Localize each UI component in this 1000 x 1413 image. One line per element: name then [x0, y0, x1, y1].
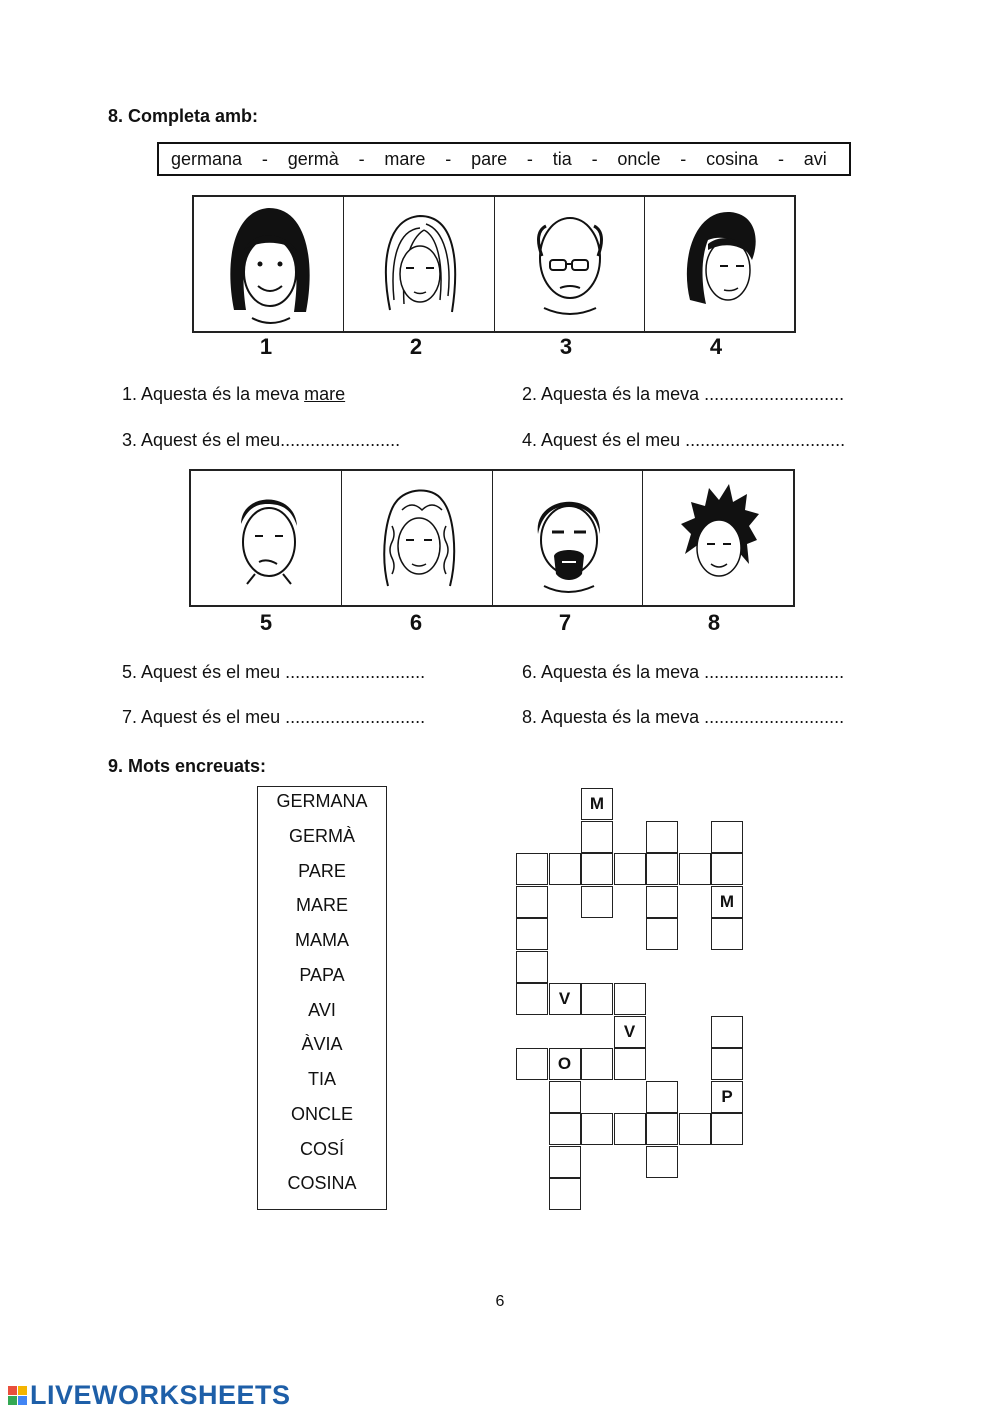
- crossword-cell[interactable]: [549, 1146, 581, 1178]
- word-bank-item: oncle: [617, 148, 661, 169]
- crossword-cell[interactable]: [581, 1113, 613, 1145]
- sentence-2[interactable]: 2. Aquesta és la meva ............................: [522, 384, 845, 404]
- sentence-7[interactable]: 7. Aquest és el meu ............................: [122, 707, 426, 727]
- woman-spiky-hair-face: [643, 471, 793, 605]
- old-man-glasses-face: [495, 197, 645, 331]
- crossword-cell[interactable]: [549, 1113, 581, 1145]
- crossword-cell[interactable]: [646, 918, 678, 950]
- word-bank-separator: -: [526, 148, 533, 169]
- sentence-3[interactable]: 3. Aquest és el meu........................: [122, 430, 401, 450]
- crossword-cell[interactable]: [516, 951, 548, 983]
- picture-number: 5: [259, 610, 273, 635]
- word-list-item: GERMÀ: [288, 825, 355, 846]
- crossword-cell[interactable]: [711, 821, 743, 853]
- crossword-cell-given-letter: V: [614, 1016, 646, 1048]
- crossword-cell[interactable]: [614, 1048, 646, 1080]
- word-bank-separator: -: [680, 148, 687, 169]
- word-bank-separator: -: [777, 148, 784, 169]
- section-8-title: 8. Completa amb:: [108, 106, 259, 126]
- crossword-cell[interactable]: [516, 1048, 548, 1080]
- crossword-cell[interactable]: [614, 853, 646, 885]
- crossword-cell[interactable]: [549, 1081, 581, 1113]
- crossword-cell-given-letter: M: [581, 788, 613, 820]
- crossword-cell-given-letter: P: [711, 1081, 743, 1113]
- picture-number: 8: [707, 610, 721, 635]
- crossword-cell-given-letter: M: [711, 886, 743, 918]
- crossword-cell[interactable]: [516, 983, 548, 1015]
- crossword-cell[interactable]: [581, 853, 613, 885]
- word-list-item: ONCLE: [290, 1103, 353, 1124]
- sentence-1-answer[interactable]: mare: [304, 384, 346, 404]
- woman-spiky-hair-face-icon: [663, 474, 773, 602]
- woman-short-hair-face: [645, 197, 794, 331]
- woman-wavy-hair-face-icon: [362, 474, 472, 602]
- picture-number: 1: [259, 334, 273, 359]
- sentence-5[interactable]: 5. Aquest és el meu ............................: [122, 662, 426, 682]
- logo-square: [18, 1386, 27, 1395]
- sentence-4[interactable]: 4. Aquest és el meu ................................: [522, 430, 846, 450]
- word-bank-separator: -: [261, 148, 268, 169]
- girl-long-hair-face: [344, 197, 494, 331]
- word-list-item: MAMA: [295, 930, 349, 950]
- crossword-cell[interactable]: [711, 853, 743, 885]
- crossword-word-list: [257, 786, 387, 1210]
- word-bank: [157, 142, 851, 176]
- crossword-cell[interactable]: [711, 1113, 743, 1145]
- picture-number: 2: [409, 334, 423, 359]
- logo-text: LIVEWORKSHEETS: [30, 1380, 291, 1410]
- section-9-title: 9. Mots encreuats:: [108, 756, 267, 776]
- woman-short-hair-face-icon: [664, 200, 774, 328]
- word-list-item: COSINA: [287, 1173, 357, 1194]
- man-short-hair-face: [191, 471, 342, 605]
- word-bank-item: avi: [803, 148, 827, 169]
- crossword-cell[interactable]: [646, 886, 678, 918]
- word-list-item: COSÍ: [299, 1138, 344, 1159]
- crossword-cell[interactable]: [614, 983, 646, 1015]
- crossword-cell[interactable]: [549, 1178, 581, 1210]
- crossword-cell[interactable]: [516, 918, 548, 950]
- woman-smiling-face: [194, 197, 344, 331]
- picture-strip-2: [189, 469, 795, 607]
- word-bank-item: germà: [287, 148, 339, 169]
- crossword-cell[interactable]: [679, 1113, 711, 1145]
- logo-grid-icon: [8, 1386, 27, 1405]
- crossword-cell[interactable]: [646, 821, 678, 853]
- crossword-cell[interactable]: [516, 886, 548, 918]
- liveworksheets-logo[interactable]: [8, 1380, 291, 1411]
- word-bank-item: tia: [552, 148, 572, 169]
- sentence-1: [122, 384, 345, 405]
- crossword-grid: [516, 788, 744, 1212]
- crossword-cell[interactable]: [646, 853, 678, 885]
- girl-long-hair-face-icon: [364, 200, 474, 328]
- picture-number: 4: [709, 334, 723, 359]
- man-beard-face: [493, 471, 644, 605]
- crossword-cell[interactable]: [581, 886, 613, 918]
- crossword-cell[interactable]: [679, 853, 711, 885]
- crossword-cell-given-letter: V: [549, 983, 581, 1015]
- woman-smiling-face-icon: [214, 200, 324, 328]
- word-bank-separator: -: [358, 148, 365, 169]
- word-bank-separator: -: [591, 148, 598, 169]
- word-list-item: MARE: [295, 895, 348, 916]
- word-bank-item: cosina: [706, 148, 759, 169]
- crossword-cell[interactable]: [581, 983, 613, 1015]
- word-list-item: GERMANA: [276, 791, 368, 811]
- man-beard-face-icon: [512, 474, 622, 602]
- crossword-cell[interactable]: [614, 1113, 646, 1145]
- man-short-hair-face-icon: [211, 474, 321, 602]
- picture-number: 3: [559, 334, 573, 359]
- word-list-item: ÀVIA: [301, 1034, 343, 1055]
- picture-number: 6: [409, 610, 423, 635]
- crossword-cell[interactable]: [549, 853, 581, 885]
- crossword-cell[interactable]: [646, 1113, 678, 1145]
- picture-strip-1: [192, 195, 796, 333]
- crossword-cell[interactable]: [711, 1048, 743, 1080]
- page-number: 6: [495, 1293, 505, 1310]
- crossword-cell[interactable]: [581, 1048, 613, 1080]
- word-list-item: AVI: [308, 999, 336, 1020]
- crossword-cell[interactable]: [516, 853, 548, 885]
- word-list-item: PARE: [298, 860, 346, 881]
- sentence-8[interactable]: 8. Aquesta és la meva ............................: [522, 707, 845, 727]
- crossword-cell[interactable]: [711, 1016, 743, 1048]
- word-bank-separator: -: [445, 148, 452, 169]
- sentence-1-text: 1. Aquesta és la meva: [122, 384, 305, 404]
- logo-square: [8, 1386, 17, 1395]
- word-list-item: PAPA: [299, 964, 345, 985]
- word-bank-item: pare: [471, 148, 508, 169]
- word-bank-item: mare: [384, 148, 426, 169]
- crossword-cell[interactable]: [711, 918, 743, 950]
- word-bank-item: germana: [171, 148, 243, 169]
- sentence-6[interactable]: 6. Aquesta és la meva ............................: [522, 662, 845, 682]
- logo-square: [18, 1396, 27, 1405]
- crossword-cell[interactable]: [646, 1146, 678, 1178]
- crossword-cell[interactable]: [581, 821, 613, 853]
- picture-number: 7: [558, 610, 572, 635]
- word-list-item: TIA: [307, 1069, 336, 1089]
- woman-wavy-hair-face: [342, 471, 493, 605]
- logo-square: [8, 1396, 17, 1405]
- crossword-cell[interactable]: [646, 1081, 678, 1113]
- old-man-glasses-face-icon: [514, 200, 624, 328]
- crossword-cell-given-letter: O: [549, 1048, 581, 1080]
